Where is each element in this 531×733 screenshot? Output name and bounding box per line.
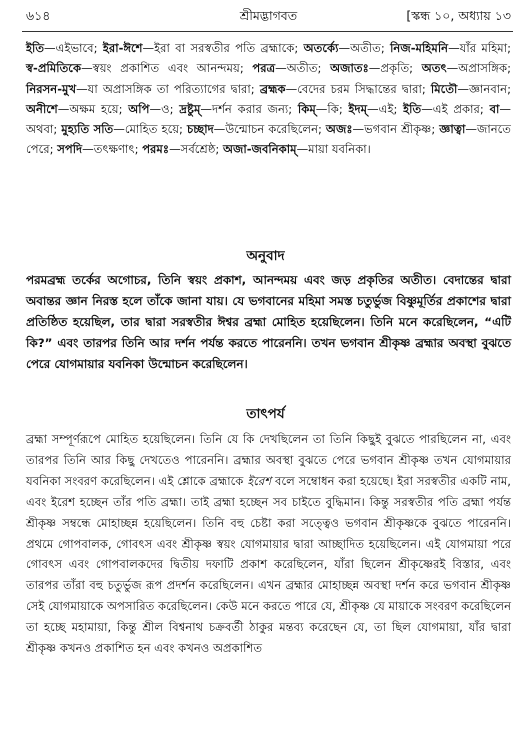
gloss-term: স্ব-প্রমিতিকে — [26, 61, 82, 76]
gloss-definition: —ভগবান শ্রীকৃষ্ণ; — [352, 122, 440, 137]
gloss-term: মুহ্যতি সতি — [61, 122, 114, 137]
purport-run: বলে সম্বোধন করা হয়েছে। ইরা সরস্বতীর একটি নাম, এবং ইরেশ হচ্ছেন তাঁর পতি ব্রহ্মা। তাই ব্রহ্মা হচ্ছেন সব চাইতে বুদ্ধিমান। কিন্তু সরস্বতীর পতি ব্রহ্মা পর্যন্ত শ্রীকৃষ্ণ সম্বন্ধে মোহাচ্ছন্ন হয়েছিলেন। তিনি বহু চেষ্টা করা সত্ত্বেও ভগবান শ্রীকৃষ্ণকে বুঝতে পারেননি। প্রথমে গোপবালক, গোবৎস এবং শ্রীকৃষ্ণ স্বয়ং যোগমায়ার দ্বারা আচ্ছাদিত হয়েছিলেন। এই যোগমায়া পরে গোবৎস এবং গোপবালকদের দ্বিতীয় দফাটি প্রকাশ করেছিলেন, যাঁরা ছিলেন শ্রীকৃষ্ণেরই বিস্তার, এবং তারপর তাঁরা বহু চতুর্ভুজ রূপ প্রদর্শন করেছিলেন। এখন ব্রহ্মার মোহাচ্ছন্ন অবস্থা দর্শন করে ভগবান শ্রীকৃষ্ণ সেই যোগমায়াকে অপসারিত করেছিলেন। কেউ মনে করতে পারে যে, শ্রীকৃষ্ণ যে মায়াকে সংবরণ করেছিলেন তা হচ্ছে মহামায়া, কিন্তু শ্রীল বিশ্বনাথ চক্রবর্তী ঠাকুর মন্তব্য করেছেন যে, তা ছিল যোগমায়া, যাঁর দ্বারা শ্রীকৃষ্ণ কখনও প্রকাশিত হন এবং কখনও অপ্রকাশিত — [26, 473, 511, 656]
gloss-definition: —অতীত; — [338, 41, 391, 55]
page-number: ৬১৪ — [26, 8, 51, 23]
gloss-term: দ্রষ্টুম্ — [179, 101, 201, 116]
gloss-term: পরমঃ — [142, 142, 170, 157]
gloss-term: অজঃ — [325, 122, 353, 137]
gloss-term: বা — [489, 101, 500, 116]
gloss-term: ইতি — [403, 101, 422, 116]
gloss-definition: —সর্বশ্রেষ্ঠ; — [169, 142, 223, 157]
translation-text: পরমব্রহ্ম তর্কের অগোচর, তিনি স্বয়ং প্রকাশ, আনন্দময় এবং জড় প্রকৃতির অতীত। বেদান্তের দ্বারা অবান্তর জ্ঞান নিরস্ত হলে তাঁকে জানা যায়। যে ভগবানের মহিমা সমস্ত চতুর্ভুজ বিষ্ণুমূর্তির প্রকাশের দ্বারা প্রতিষ্ঠিত হয়েছিল, তার দ্বারা সরস্বতীর ঈশ্বর ব্রহ্মা মোহিত হয়েছিলেন। তিনি মনে করেছিলেন, “এটি কি?” এবং তারপর তিনি আর দর্শন পর্যন্ত করতে পারেননি। তখন ভগবান শ্রীকৃষ্ণ ব্রহ্মার অবস্থা বুঝতে পেরে যোগমায়ার যবনিকা উন্মোচন করেছিলেন। — [26, 273, 511, 371]
purport-italic-term: ইরেশ — [247, 473, 272, 488]
gloss-definition: —অপ্রাসঙ্গিক; — [446, 61, 511, 76]
gloss-definition: —এই প্রকার; — [421, 101, 490, 116]
gloss-term: জ্ঞাত্বা — [439, 122, 466, 137]
gloss-definition: —জানতে পেরে; — [26, 122, 511, 157]
gloss-term: অতৎ — [421, 61, 447, 76]
gloss-definition: —অতীত; — [275, 61, 331, 76]
gloss-term: অজাতঃ — [330, 61, 369, 76]
gloss-definition: —উন্মোচন করেছিলেন; — [213, 122, 326, 137]
translation-heading: অনুবাদ — [246, 248, 285, 264]
gloss-term: চচ্ছাদ — [186, 122, 214, 137]
gloss-term: অজা-জবনিকাম্ — [223, 142, 297, 157]
gloss-definition: —ইরা বা সরস্বতীর পতি ব্রহ্মাকে; — [142, 41, 304, 55]
gloss-term: অনীশে — [26, 101, 58, 116]
gloss-definition: —জ্ঞানবান; — [457, 81, 511, 96]
purport-heading: তাৎপর্য — [246, 406, 285, 422]
gloss-definition: —দর্শন করার জন্য; — [200, 101, 298, 116]
gloss-term: ইদম্ — [348, 101, 368, 116]
gloss-definition: —স্বয়ং প্রকাশিত এবং আনন্দময়; — [81, 61, 253, 76]
gloss-definition: —এই; — [367, 101, 404, 116]
purport-run: ব্রহ্মা সম্পূর্ণরূপে মোহিত হয়েছিলেন। তিনি যে কি দেখছিলেন তা তিনি কিছুই বুঝতে পারছিলেন না, এবং তারপর তিনি আর কিছু দেখতেও পারেননি। ব্রহ্মার অবস্থা বুঝতে পেরে ভগবান শ্রীকৃষ্ণ তখন যোগমায়ার যবনিকা সংবরণ করেছিলেন। এই শ্লোকে ব্রহ্মাকে — [26, 432, 511, 488]
gloss-term: নিজ-মহিমনি — [390, 41, 449, 55]
gloss-definition: —যাঁর মহিমা; — [448, 41, 511, 55]
gloss-definition: —যা অপ্রাসঙ্গিক তা পরিত্যাগের দ্বারা; — [76, 81, 260, 96]
header-divider — [22, 31, 513, 32]
gloss-definition: —তৎক্ষণাৎ; — [82, 142, 143, 157]
gloss-term: ব্রহ্মক — [259, 81, 286, 96]
gloss-term: মিতৌ — [430, 81, 458, 96]
gloss-definition: —মায়া যবনিকা। — [296, 142, 371, 157]
gloss-definition: —ও; — [149, 101, 180, 116]
purport-text — [26, 429, 511, 659]
gloss-term: পরত্র — [252, 61, 276, 76]
gloss-term: অপি — [128, 101, 150, 116]
book-title: শ্রীমদ্ভাগবত — [239, 8, 298, 23]
gloss-term: সপদি — [57, 142, 83, 157]
gloss-definition: —অথবা; — [26, 101, 511, 137]
gloss-term: ইরা-ঈশে — [102, 41, 143, 55]
gloss-definition: —প্রকৃতি; — [368, 61, 422, 76]
gloss-definition: —বেদের চরম সিদ্ধান্তের দ্বারা; — [285, 81, 431, 96]
gloss-definition: —মোহিত হয়ে; — [113, 122, 187, 137]
gloss-term: নিরসন-মুখ — [26, 81, 77, 96]
gloss-definition: —এইভাবে; — [44, 41, 103, 55]
gloss-definition: —অক্ষম হয়ে; — [57, 101, 129, 116]
section-reference: [স্কন্ধ ১০, অধ্যায় ১৩ — [406, 8, 511, 23]
gloss-term: কিম্ — [297, 101, 316, 116]
word-for-word-gloss — [26, 38, 511, 160]
gloss-term: ইতি — [26, 41, 45, 55]
gloss-definition: —কি; — [315, 101, 349, 116]
gloss-term: অতর্ক্যে — [303, 41, 339, 55]
page-header — [26, 4, 511, 28]
